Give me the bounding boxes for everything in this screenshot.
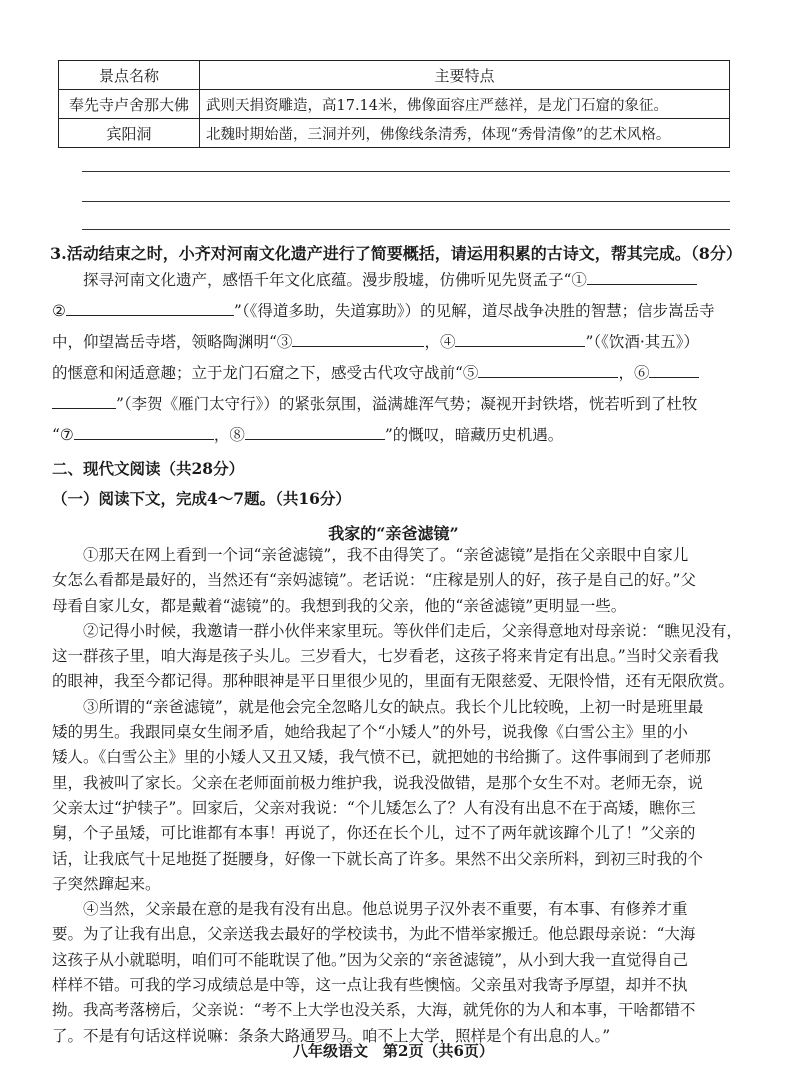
article-body [52,543,742,1049]
section-heading-modern-reading: 二、现代文阅读（共28分） [52,459,245,478]
fill-blank-6[interactable] [649,359,699,378]
article-line: 母看自家儿女，都是戴着“滤镜”的。我想到我的父亲，他的“亲爸滤镜”更明显一些。 [52,596,627,615]
article-line: 子突然蹿起来。 [52,874,161,893]
article-line: 矮人。《白雪公主》里的小矮人又丑又矮，我气愤不已，就把她的书给撕了。这件事闹到了老师那 [52,748,711,767]
answer-line[interactable] [82,171,730,172]
fill-blank-5[interactable] [478,359,618,378]
table-row [59,90,730,119]
article-line: 话，让我底气十足地挺了挺腰身，好像一下就长高了许多。果然不出父亲所料，到初三时我的个 [52,849,704,868]
article-line: ④当然，父亲最在意的是我有没有出息。他总说男子汉外表不重要，有本事、有修养才重 [52,900,688,919]
table-row [59,119,730,148]
article-line: 拗。我高考落榜后，父亲说：“考不上大学也没关系，大海，就凭你的为人和本事，干啥都错不 [52,1001,696,1020]
passage-line: ”（李贺《雁门太守行》）的紧张氛围，溢满雄浑气势；凝视开封铁塔，恍若听到了杜牧 [52,389,742,420]
article-line: ③所谓的“亲爸滤镜”，就是他会完全忽略儿女的缺点。我长个儿比较晚，上初一时是班里最 [52,697,704,716]
passage-line: “⑦ ，⑧ ”的慨叹，暗藏历史机遇。 [52,420,742,451]
fill-blank-6-cont[interactable] [52,390,116,409]
header-main-features: 主要特点 [200,61,730,90]
subsection-heading: （一）阅读下文，完成4～7题。（共16分） [52,489,351,508]
article-line: 这孩子从小就聪明，咱们可不能耽误了他。”因为父亲的“亲爸滤镜”，从小到大我一直觉得自己 [52,950,689,969]
spot-name-cell: 宾阳洞 [59,119,200,148]
article-line: 父亲太过“护犊子”。回家后，父亲对我说：“个儿矮怎么了？人有没有出息不在于高矮，瞧你三 [52,798,696,817]
spot-feature-cell: 武则天捐资雕造，高17.14米，佛像面容庄严慈祥，是龙门石窟的象征。 [200,90,730,119]
question-3-title: 3.活动结束之时，小齐对河南文化遗产进行了简要概括，请运用积累的古诗文，帮其完成。（8分） [50,244,742,263]
passage-line: ② ”（《得道多助，失道寡助》）的见解，道尽战争决胜的智慧；信步嵩岳寺 [52,296,742,327]
scenic-spots-table [58,60,730,148]
passage-line: 中，仰望嵩岳寺塔，领略陶渊明“③ ，④ ”（《饮酒·其五》） [52,327,742,358]
header-spot-name: 景点名称 [59,61,200,90]
question-3-passage [52,265,742,451]
page-footer: 八年级语文 第2页（共6页） [293,1042,494,1060]
article-line: ②记得小时候，我邀请一群小伙伴来家里玩。等伙伴们走后，父亲得意地对母亲说：“瞧见没有， [52,621,742,640]
article-line: ①那天在网上看到一个词“亲爸滤镜”，我不由得笑了。“亲爸滤镜”是指在父亲眼中自家儿 [52,546,689,564]
article-line: 的眼神，我至今都记得。那种眼神是平日里很少见的，里面有无限慈爱、无限怜惜，还有无限欣赏。 [52,672,735,691]
article-line: 这一群孩子里，咱大海是孩子头儿。三岁看大，七岁看老，这孩子将来肯定有出息。”当时父亲看我 [52,647,719,666]
passage-line: 的惬意和闲适意趣；立于龙门石窟之下，感受古代攻守战前“⑤ ，⑥ [52,358,742,389]
article-title: 我家的“亲爸滤镜” [328,524,459,543]
article-line: 矮的男生。我跟同桌女生闹矛盾，她给我起了个“小矮人”的外号，说我像《白雪公主》里的小 [52,723,688,742]
article-line: 了。不是有句话这样说嘛：条条大路通罗马。咱不上大学，照样是个有出息的人。” [52,1026,611,1045]
answer-line[interactable] [82,229,730,230]
article-line: 要。为了让我有出息，父亲送我去最好的学校读书，为此不惜举家搬迁。他总跟母亲说：“大海 [52,925,696,944]
passage-line: 探寻河南文化遗产，感悟千年文化底蕴。漫步殷墟，仿佛听见先贤孟子“① [52,265,742,296]
fill-blank-4[interactable] [455,328,585,347]
spot-name-cell: 奉先寺卢舍那大佛 [59,90,200,119]
spot-feature-cell: 北魏时期始凿，三洞并列，佛像线条清秀，体现“秀骨清像”的艺术风格。 [200,119,730,148]
fill-blank-2[interactable] [66,297,234,316]
article-line: 里，我被叫了家长。父亲在老师面前极力维护我，说我没做错，是那个女生不对。老师无奈，说 [52,773,704,792]
fill-blank-3[interactable] [292,328,424,347]
fill-blank-7[interactable] [74,421,214,440]
fill-blank-1[interactable] [587,266,697,285]
fill-blank-8[interactable] [245,421,385,440]
article-line: 舅，个子虽矮，可比谁都有本事！再说了，你还在长个儿，过不了两年就该蹿个儿了！”父亲的 [52,824,696,843]
article-line: 女怎么看都是最好的，当然还有“亲妈滤镜”。老话说：“庄稼是别人的好，孩子是自己的好。”父 [52,571,696,590]
article-line: 样样不错。可我的学习成绩总是中等，这一点让我有些懊恼。父亲虽对我寄予厚望，却并不执 [52,976,688,995]
table-header-row [59,61,730,90]
answer-line[interactable] [82,201,730,202]
